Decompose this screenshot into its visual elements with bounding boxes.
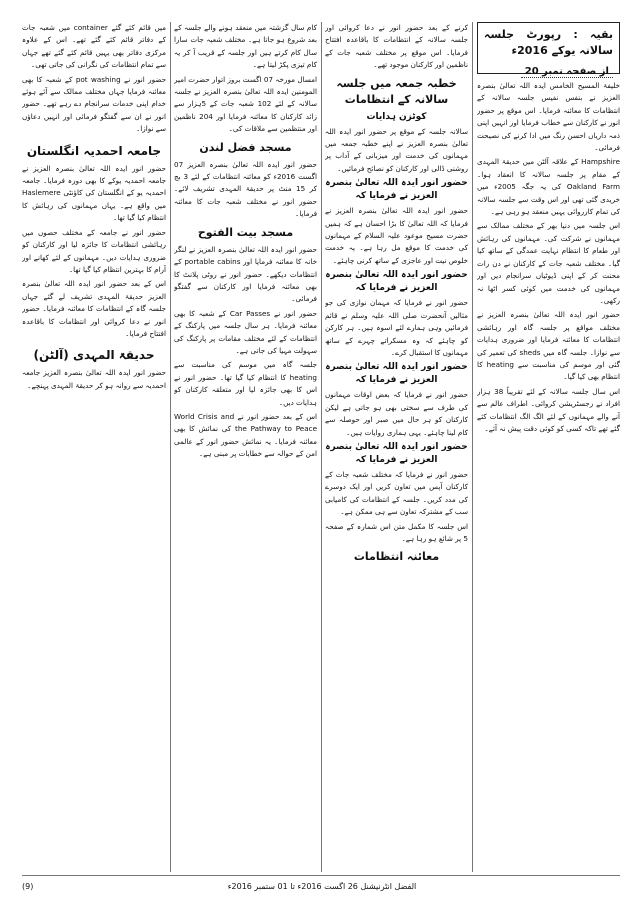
paragraph: حضور انور نے pot washing کے شعبہ کا بھی معائنہ فرمایا جہاں مختلف ممالک سے آئے ہوئے خدام اپنی خدمات سرانجام دے رہے تھے۔ حضور انور نے ان سے گفتگو فرمائی اور انہیں دعاؤں سے نوازا۔ xyxy=(22,74,166,134)
paragraph: سالانہ جلسہ کے موقع پر حضور انور ایدہ اللہ تعالیٰ بنصرہ العزیز نے اپنے خطبہ جمعہ میں مہمانوں کی خدمت اور میزبانی کے آداب پر روشنی ڈالی اور کارکنان کو نصائح فرمائیں۔ xyxy=(325,126,468,173)
page-number: (9) xyxy=(22,882,34,891)
paragraph: Hampshire کے علاقہ آلٹن میں حدیقۃ المہدی کے مقام پر جلسہ سالانہ کا انعقاد ہوا۔ Oakland Farm کی یہ جگہ 2005ء میں خریدی گئی تھی اور اس وقت سے جلسہ سالانہ کی تمام کارروائی یہیں منعقد ہو رہی ہے۔ xyxy=(477,157,620,217)
newspaper-page xyxy=(22,22,620,872)
paragraph: اس کے بعد حضور انور ایدہ اللہ تعالیٰ بنصرہ العزیز حدیقۃ المہدی تشریف لے گئے جہاں جلسہ گاہ کے انتظامات کا معائنہ فرمایا۔ حضور انور نے دعا کروائی اور انتظامات کا باقاعدہ افتتاح فرمایا۔ xyxy=(22,279,166,338)
section-heading: خطبہ جمعہ میں جلسہ سالانہ کے انتظامات xyxy=(336,76,457,106)
paragraph: حضور انور نے جامعہ کے مختلف حصوں میں رہائشی انتظامات کا جائزہ لیا اور کارکنان کو ضروری ہدایات دیں۔ مہمانوں کے لئے کھانے اور آرام کا بہترین انتظام کیا گیا تھا۔ xyxy=(22,227,166,274)
section-heading: معائنہ انتظامات xyxy=(353,550,440,564)
column-divider xyxy=(472,22,473,872)
paragraph: حضور انور نے Car Passes کے شعبہ کا بھی معائنہ فرمایا۔ ہر سال جلسہ میں پارکنگ کے انتظامات کے لئے مختلف مقامات پر پارکنگ کی سہولت مہیا کی جاتی ہے۔ xyxy=(174,308,317,355)
section-heading: مسجد بیت الفتوح xyxy=(197,225,294,239)
section-heading: مسجد فضل لندن xyxy=(199,140,292,154)
paragraph: امسال مورخہ 07 اگست بروز اتوار حضرت امیر المومنین ایدہ اللہ تعالیٰ بنصرہ العزیز نے جلسہ سالانہ کے لئے 102 شعبہ جات کے 5ہزار سے زائد کارکنان کا معائنہ فرمایا اور 204 ناظمین اور منتظمین سے ملاقات کی۔ xyxy=(174,74,317,134)
paragraph: حضور انور ایدہ اللہ تعالیٰ بنصرہ العزیز نے مختلف مواقع پر جلسہ گاہ اور رہائشی انتظامات کا معائنہ فرمایا اور ضروری ہدایات سے نوازا۔ جلسہ گاہ میں sheds کی تعمیر کی گئی اور موسم کی مناسبت سے heating کا انتظام بھی کیا گیا۔ xyxy=(477,310,620,382)
paragraph: کام سال گزشتہ میں منعقد ہونے والے جلسہ کے بعد شروع ہو جاتا ہے۔ مختلف شعبہ جات سارا سال کام کرتے ہیں اور جلسہ کے قریب آ کر یہ کام تیزی پکڑ لیتا ہے۔ xyxy=(174,23,317,70)
column-3 xyxy=(174,22,317,872)
section-subheading: حضور انور ایدہ اللہ تعالیٰ بنصرہ العزیز نے فرمایا کہ xyxy=(325,362,468,386)
column-2 xyxy=(325,22,468,872)
article-columns xyxy=(22,22,620,872)
paragraph: حضور انور ایدہ اللہ تعالیٰ بنصرہ العزیز نے لنگر خانہ کا معائنہ فرمایا اور portable cabins کے انتظامات دیکھے۔ حضور انور نے روٹی پلانٹ کا بھی معائنہ فرمایا اور کارکنان سے گفتگو فرمائی۔ xyxy=(174,244,317,304)
continued-from: از صفحہ نمبر 20 xyxy=(484,63,613,81)
section-heading: جامعہ احمدیہ انگلستان xyxy=(26,143,162,158)
paragraph: حضور انور ایدہ اللہ تعالیٰ بنصرہ العزیز نے فرمایا کہ اللہ تعالیٰ کا بڑا احسان ہے کہ ہمیں حضرت مسیح موعود علیہ السلام کے مہمانوں کی خدمت کا موقع مل رہا ہے۔ یہ خدمت خلوص نیت اور عاجزی کے ساتھ کرنی چاہئے۔ xyxy=(325,206,468,265)
paragraph: میں قائم کئے گئے container میں شعبہ جات کے دفاتر قائم کئے گئے تھے۔ اس کے علاوہ مرکزی دفاتر بھی یہیں قائم کئے گئے تھے جہاں سے تمام انتظامات کی نگرانی کی جاتی تھی۔ xyxy=(22,23,166,70)
title-box xyxy=(477,22,620,77)
section-subheading: حضور انور ایدہ اللہ تعالیٰ بنصرہ العزیز نے فرمایا کہ xyxy=(325,270,468,294)
page-title: بقیہ : رپورٹ جلسہ سالانہ یوکے 2016ء xyxy=(484,28,613,57)
issue-info: الفضل انٹرنیشنل 26 اگست 2016ء تا 01 ستمبر 2016ء xyxy=(227,882,417,891)
section-subheading: حضور انور ایدہ اللہ تعالیٰ بنصرہ العزیز نے فرمایا کہ xyxy=(325,441,468,465)
column-divider xyxy=(321,22,322,872)
paragraph: اس جلسہ کا مکمل متن اس شمارہ کے صفحہ 5 پر شائع ہو رہا ہے۔ xyxy=(325,521,468,543)
paragraph: حضور انور نے فرمایا کہ مہمان نوازی کی جو مثالیں آنحضرت صلی اللہ علیہ وسلم نے قائم فرمائیں وہی ہمارے لئے اسوہ ہیں۔ ہر کارکن کو چاہئے کہ وہ مسکراتے چہرے کے ساتھ مہمانوں کا استقبال کرے۔ xyxy=(325,298,468,357)
column-1 xyxy=(477,22,620,872)
column-4 xyxy=(22,22,166,872)
paragraph: حضور انور ایدہ اللہ تعالیٰ بنصرہ العزیز جامعہ احمدیہ سے روانہ ہو کر حدیقۃ المہدی پہنچے۔ xyxy=(22,368,166,390)
paragraph: حضور انور ایدہ اللہ تعالیٰ بنصرہ العزیز 07 اگست 2016ء کو معائنہ انتظامات کے لئے 3 بج کر 15 منٹ پر حدیقۃ المہدی تشریف لائے۔ حضور انور نے مختلف شعبہ جات کا معائنہ فرمایا۔ xyxy=(174,159,317,219)
paragraph: اس کے بعد حضور انور نے World Crisis and the Pathway to Peace کی نمائش کا بھی معائنہ فرمایا۔ یہ نمائش حضور انور کے عالمی امن کے حوالہ سے خطابات پر مبنی ہے۔ xyxy=(174,411,317,459)
paragraph: جلسہ گاہ میں موسم کی مناسبت سے heating کا انتظام کیا گیا تھا۔ حضور انور نے اس کا بھی جائزہ لیا اور متعلقہ کارکنان کو ہدایات دیں۔ xyxy=(174,360,317,407)
section-subheading: کوٹزن ہدایات xyxy=(366,111,427,122)
section-heading: حدیقۃ المہدی (آلٹن) xyxy=(33,348,155,363)
paragraph: اس جلسہ میں دنیا بھر کے مختلف ممالک سے مہمانوں نے شرکت کی۔ مہمانوں کی رہائش اور طعام کا انتظام نہایت عمدگی کے ساتھ کیا گیا۔ مختلف شعبہ جات کے کارکنان نے دن رات محنت کر کے اپنی ڈیوٹیاں سرانجام دیں اور مہمانوں کی خدمت میں کوئی کسر اٹھا نہ رکھی۔ xyxy=(477,221,620,305)
paragraph: حضور انور نے فرمایا کہ مختلف شعبہ جات کے کارکنان آپس میں تعاون کریں اور ایک دوسرے کی مدد کریں۔ جلسہ کے انتظامات کی کامیابی سب کے مشترکہ تعاون سے ہی ممکن ہے۔ xyxy=(325,469,468,517)
paragraph: کرنے کے بعد حضور انور نے دعا کروائی اور جلسہ سالانہ کے انتظامات کا باقاعدہ افتتاح فرمایا۔ اس موقع پر مختلف شعبہ جات کے ناظمین اور کارکنان موجود تھے۔ xyxy=(325,23,468,70)
paragraph: حضور انور نے فرمایا کہ بعض اوقات مہمانوں کی طرف سے سختی بھی ہو جاتی ہے لیکن کارکنان کو ہر حال میں صبر اور حوصلہ سے کام لینا چاہئے۔ یہی ہماری روایات ہیں۔ xyxy=(325,390,468,437)
paragraph: اس سال جلسہ سالانہ کے لئے تقریباً 38 ہزار افراد نے رجسٹریشن کروائی۔ اطراف عالم سے آنے والے مہمانوں کے لئے الگ الگ انتظامات کئے گئے تھے تاکہ کسی کو کوئی دقت پیش نہ آئے۔ xyxy=(477,386,620,433)
paragraph: خلیفۃ المسیح الخامس ایدہ اللہ تعالیٰ بنصرہ العزیز نے بنفس نفیس جلسہ سالانہ کے انتظامات کا معائنہ فرمایا۔ اس موقع پر حضور انور نے کارکنان سے خطاب فرمایا اور انہیں اپنی ذمہ داریاں احسن رنگ میں ادا کرنے کی نصیحت فرمائی۔ xyxy=(477,81,620,153)
page-footer xyxy=(22,880,620,894)
footer-divider xyxy=(22,875,620,876)
section-subheading: حضور انور ایدہ اللہ تعالیٰ بنصرہ العزیز نے فرمایا کہ xyxy=(325,178,468,202)
column-divider xyxy=(170,22,171,872)
paragraph: حضور انور ایدہ اللہ تعالیٰ بنصرہ العزیز نے جامعہ احمدیہ یوکے کا بھی دورہ فرمایا۔ جامعہ احمدیہ یو کے انگلستان کی کاؤنٹی Haslemere میں واقع ہے۔ یہاں مہمانوں کی رہائش کا انتظام کیا گیا تھا۔ xyxy=(22,163,166,223)
